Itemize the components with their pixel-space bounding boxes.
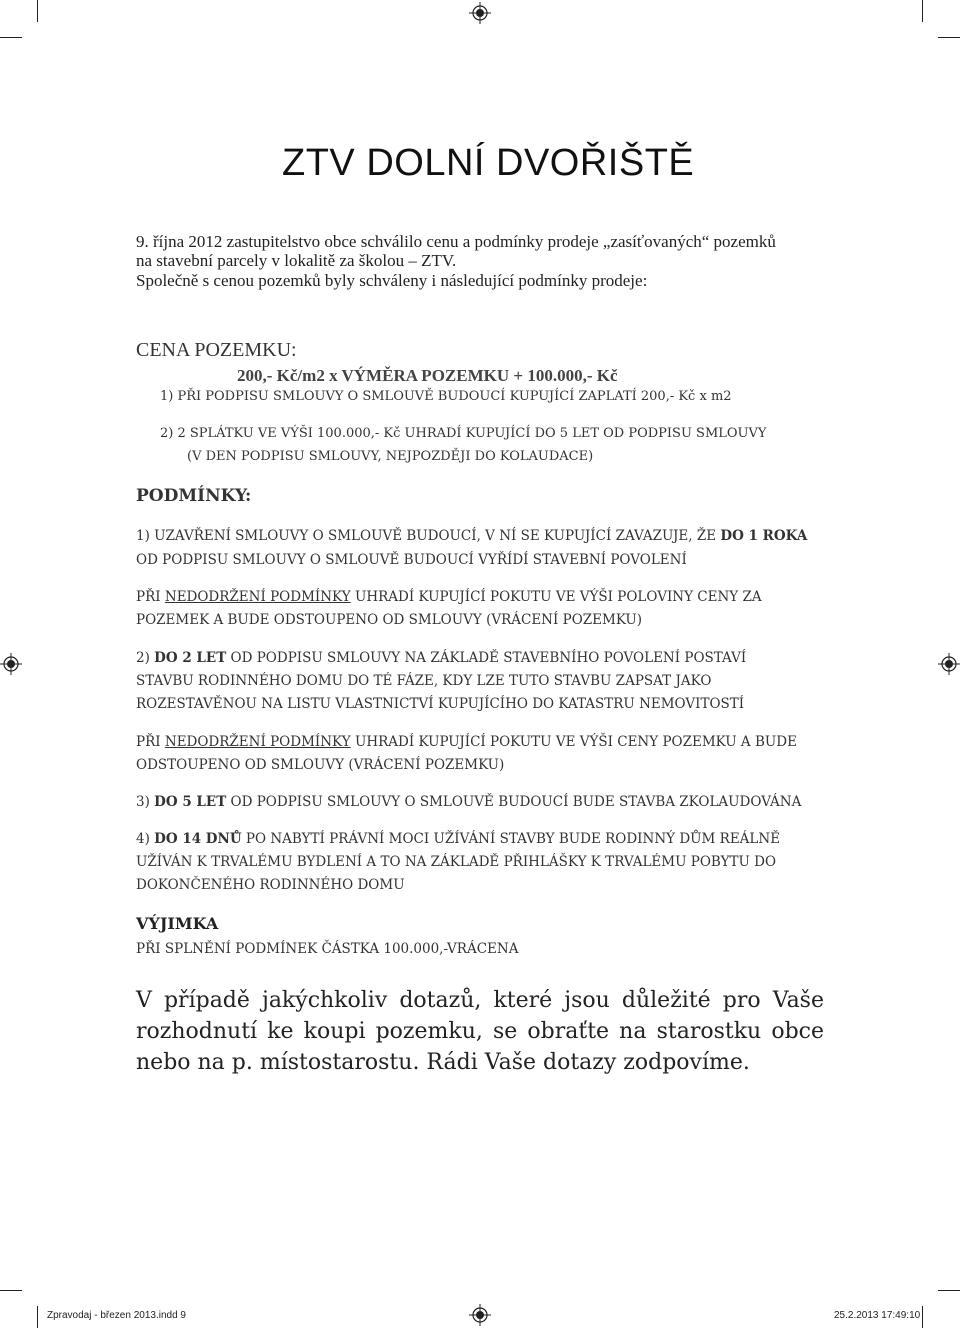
price-item-2: 2) 2 SPLÁTKU VE VÝŠI 100.000,- Kč UHRADÍ KUPUJÍCÍ DO 5 LET OD PODPISU SMLOUVY: [160, 426, 767, 441]
intro-line-2: na stavební parcely v lokalitě za školou – ZTV.: [136, 251, 457, 270]
registration-mark-icon: [469, 2, 491, 24]
crop-mark: [922, 0, 923, 22]
penalty-2-line-2: ODSTOUPENO OD SMLOUVY (VRÁCENÍ POZEMKU): [136, 757, 505, 773]
crop-mark: [938, 1290, 960, 1291]
conditions-heading: PODMÍNKY:: [136, 486, 252, 506]
condition-4-line-2: UŽÍVÁN K TRVALÉMU BYDLENÍ A TO NA ZÁKLADĚ PŘIHLÁŠKY K TRVALÉMU POBYTU DO: [136, 854, 777, 870]
crop-mark: [0, 37, 22, 38]
condition-2-line-2: STAVBU RODINNÉHO DOMU DO TÉ FÁZE, KDY LZE TUTO STAVBU ZAPSAT JAKO: [136, 673, 712, 689]
condition-4-line-1: 4) DO 14 DNŮ PO NABYTÍ PRÁVNÍ MOCI UŽÍVÁNÍ STAVBY BUDE RODINNÝ DŮM REÁLNĚ: [136, 831, 781, 847]
closing-paragraph: V případě jakýchkoliv dotazů, které jsou důležité pro Vaše rozhodnutí ke koupi pozemku, se obraťte na starostku obce nebo na p. místostarostu. Rádi Vaše dotazy zodpovíme.: [136, 988, 824, 1075]
crop-mark: [37, 1306, 38, 1328]
condition-1-line-2: OD PODPISU SMLOUVY O SMLOUVĚ BUDOUCÍ VYŘÍDÍ STAVEBNÍ POVOLENÍ: [136, 552, 687, 568]
penalty-1-line-2: POZEMEK A BUDE ODSTOUPENO OD SMLOUVY (VRÁCENÍ POZEMKU): [136, 612, 643, 628]
penalty-1-line-1: PŘI NEDODRŽENÍ PODMÍNKY UHRADÍ KUPUJÍCÍ POKUTU VE VÝŠI POLOVINY CENY ZA: [136, 589, 762, 605]
exception-heading: VÝJIMKA: [136, 914, 219, 933]
condition-2-line-3: ROZESTAVĚNOU NA LISTU VLASTNICTVÍ KUPUJÍCÍHO DO KATASTRU NEMOVITOSTÍ: [136, 696, 745, 712]
price-heading: CENA POZEMKU:: [136, 339, 297, 361]
registration-mark-icon: [469, 1304, 491, 1326]
footer-file-name: Zpravodaj - březen 2013.indd 9: [47, 1310, 186, 1321]
condition-3: 3) DO 5 LET OD PODPISU SMLOUVY O SMLOUVĚ BUDOUCÍ BUDE STAVBA ZKOLAUDOVÁNA: [136, 794, 802, 810]
footer-date: 25.2.2013 17:49:10: [834, 1310, 921, 1321]
price-item-2-note: (V DEN PODPISU SMLOUVY, NEJPOZDĚJI DO KOLAUDACE): [187, 449, 594, 464]
crop-mark: [37, 0, 38, 22]
price-formula: 200,- Kč/m2 x VÝMĚRA POZEMKU + 100.000,- Kč: [237, 366, 618, 385]
condition-1-line-1: 1) UZAVŘENÍ SMLOUVY O SMLOUVĚ BUDOUCÍ, V NÍ SE KUPUJÍCÍ ZAVAZUJE, ŽE DO 1 ROKA: [136, 528, 808, 544]
crop-mark: [922, 1306, 923, 1328]
price-item-1: 1) PŘI PODPISU SMLOUVY O SMLOUVĚ BUDOUCÍ KUPUJÍCÍ ZAPLATÍ 200,- Kč x m2: [160, 389, 732, 404]
crop-mark: [0, 1290, 22, 1291]
exception-text: PŘI SPLNĚNÍ PODMÍNEK ČÁSTKA 100.000,-VRÁCENA: [136, 941, 519, 957]
condition-4-line-3: DOKONČENÉHO RODINNÉHO DOMU: [136, 877, 405, 893]
penalty-2-line-1: PŘI NEDODRŽENÍ PODMÍNKY UHRADÍ KUPUJÍCÍ POKUTU VE VÝŠI CENY POZEMKU A BUDE: [136, 734, 797, 750]
registration-mark-icon: [0, 653, 22, 675]
intro-line-1: 9. října 2012 zastupitelstvo obce schválilo cenu a podmínky prodeje „zasíťovaných“ pozemků: [136, 232, 776, 251]
page-title: ZTV DOLNÍ DVOŘIŠTĚ: [282, 142, 695, 184]
intro-line-3: Společně s cenou pozemků byly schváleny i následující podmínky prodeje:: [136, 271, 648, 290]
registration-mark-icon: [938, 653, 960, 675]
condition-2-line-1: 2) DO 2 LET OD PODPISU SMLOUVY NA ZÁKLADĚ STAVEBNÍHO POVOLENÍ POSTAVÍ: [136, 650, 747, 666]
crop-mark: [938, 37, 960, 38]
